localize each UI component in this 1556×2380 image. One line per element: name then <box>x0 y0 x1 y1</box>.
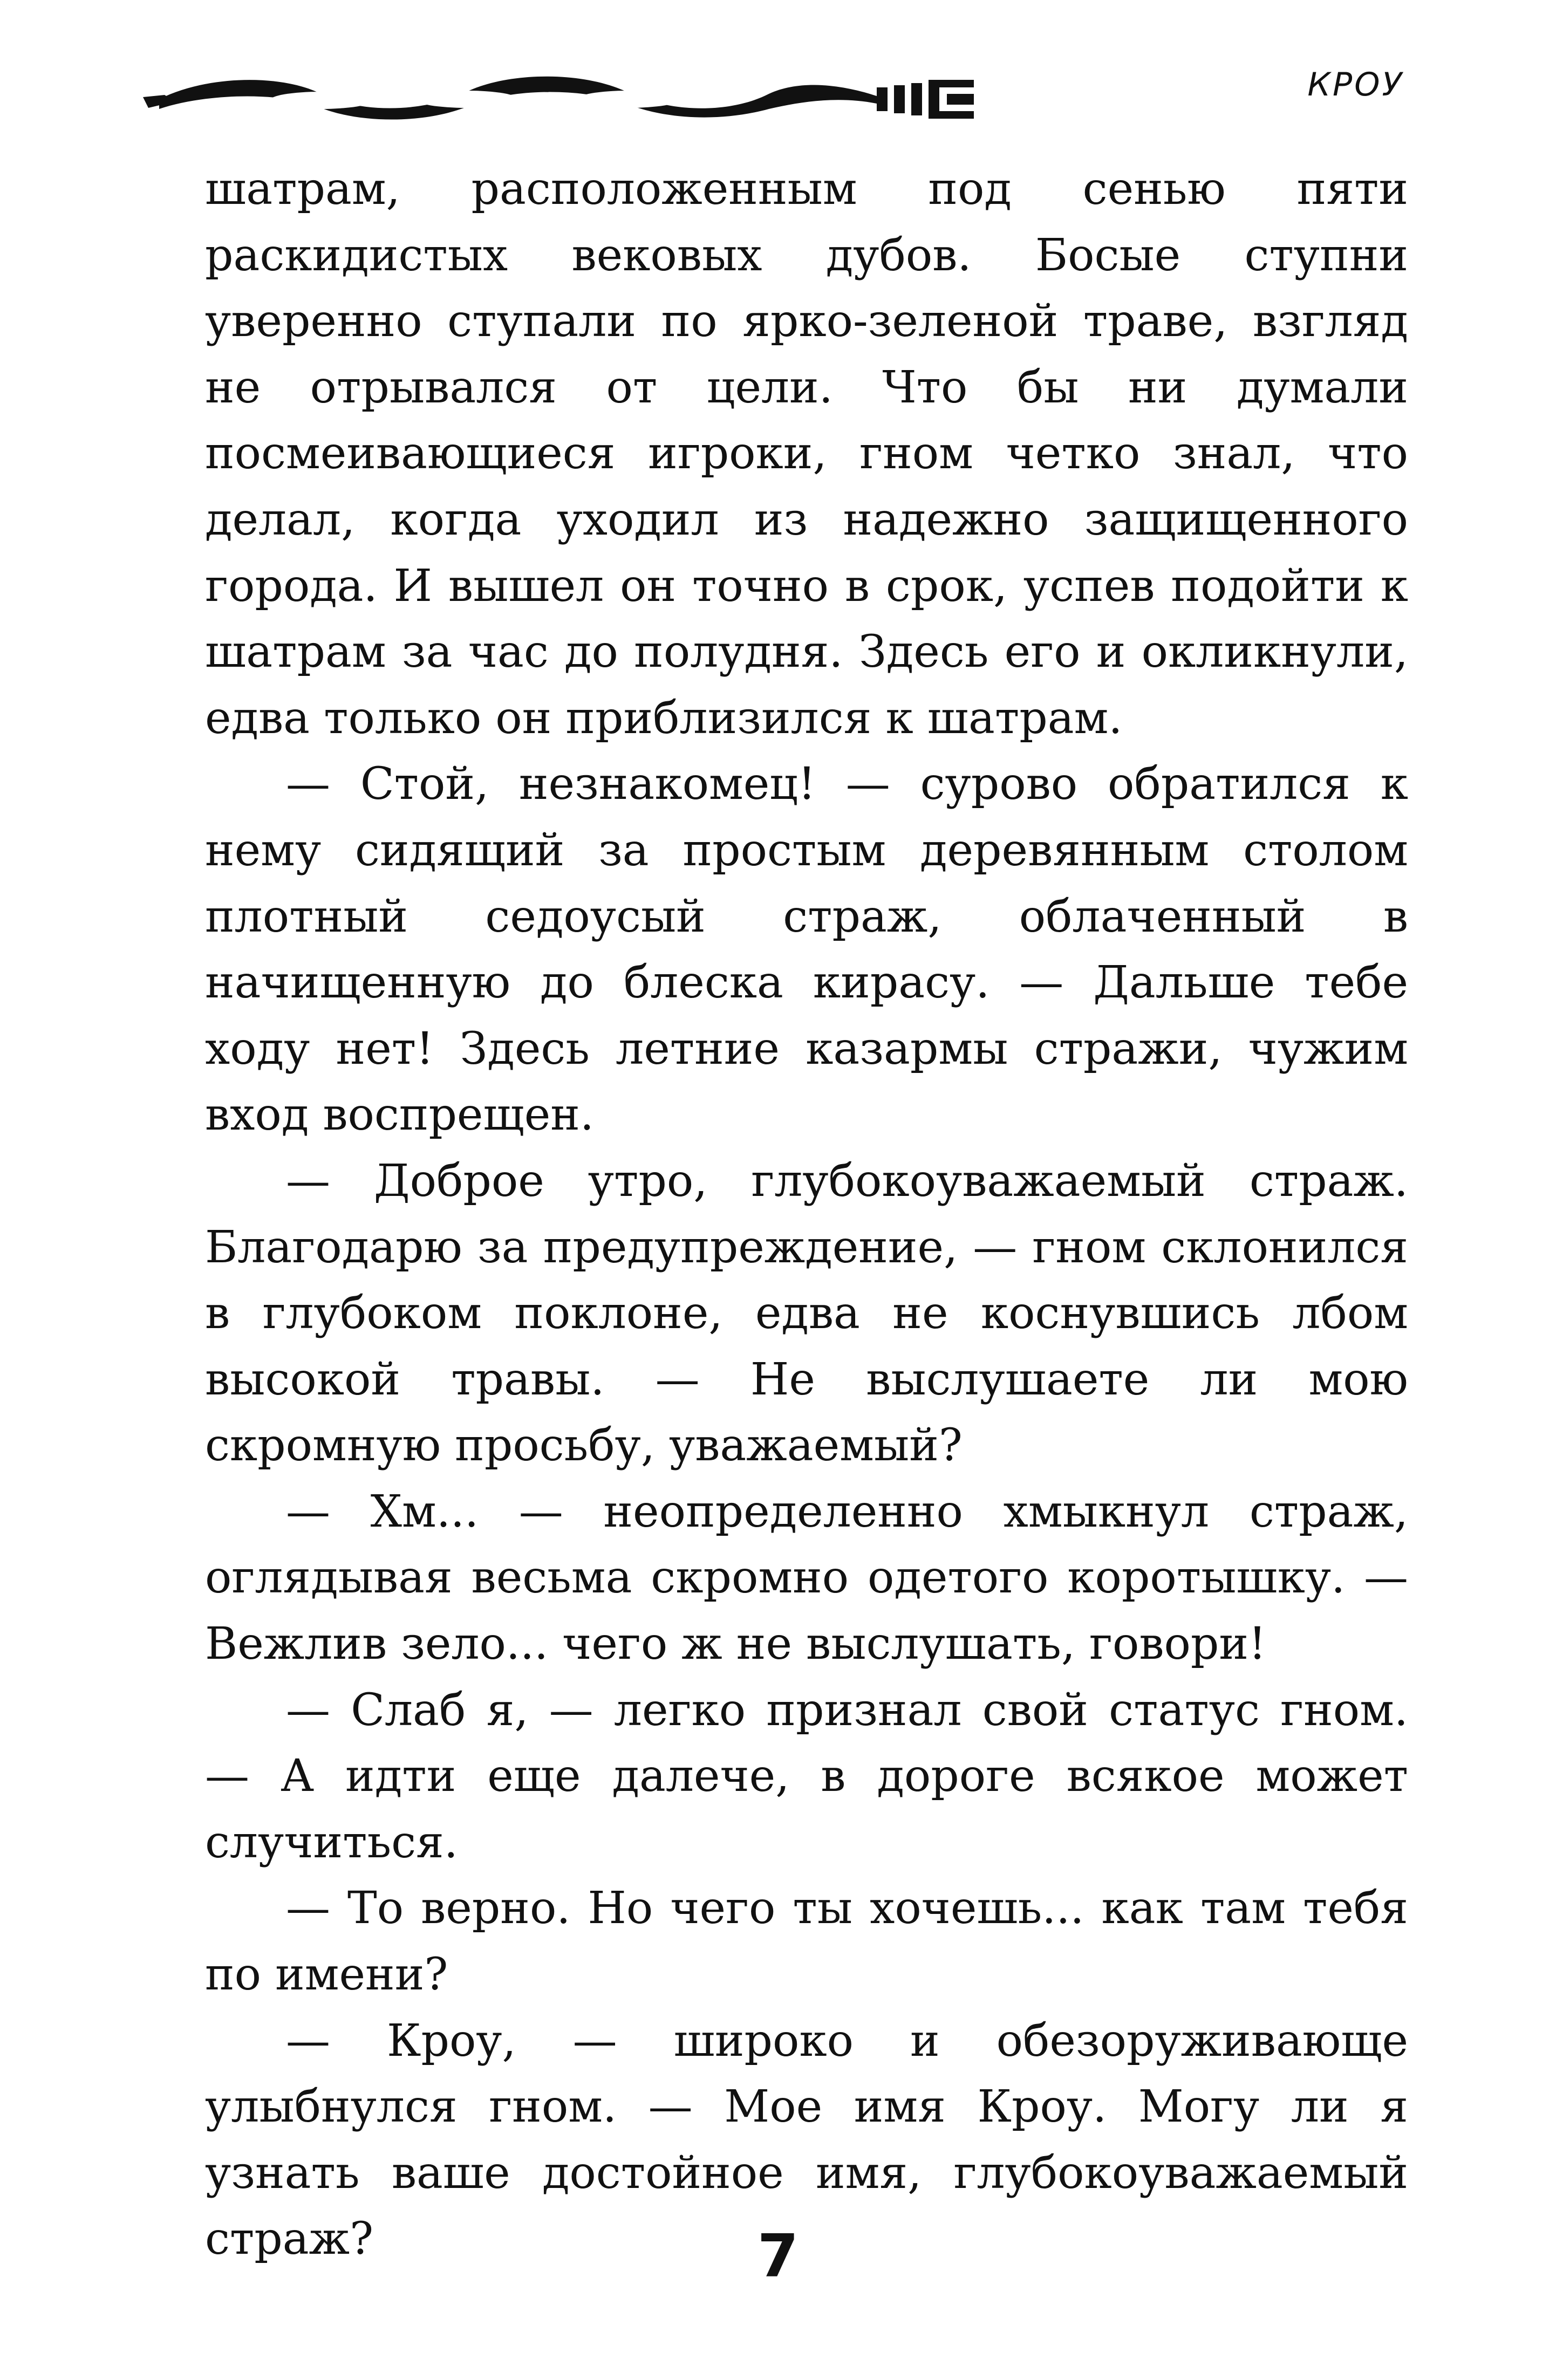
decorative-ornament-icon <box>143 64 974 123</box>
page-number: 7 <box>757 2221 799 2290</box>
paragraph: — Кроу, — широко и обезоруживающе улыбнулся гном. — Мое имя Кроу. Могу ли я узнать ваше достойное имя, глубокоуважаемый страж? <box>205 2015 1408 2265</box>
paragraph: — Хм... — неопределенно хмыкнул страж, оглядывая весьма скромно одетого коротышку. — Вежлив зело... чего ж не выслушать, говори! <box>205 1486 1408 1670</box>
paragraph: — Стой, незнакомец! — сурово обратился к нему сидящий за простым деревянным столом плотный седоусый страж, облаченный в начищенную до блеска кирасу. — Дальше тебе ходу нет! Здесь летние казармы стражи, чужим вход воспрещен. <box>205 758 1408 1141</box>
running-title: КРОУ <box>1307 66 1404 104</box>
paragraph: — Слаб я, — легко признал свой статус гном. — А идти еще далече, в дороге всякое может случиться. <box>205 1684 1408 1868</box>
paragraph: — Доброе утро, глубокоуважаемый страж. Благодарю за предупреждение, — гном склонился в глубоком поклоне, едва не коснувшись лбом высокой травы. — Не выслушаете ли мою скромную просьбу, уважаемый? <box>205 1155 1408 1472</box>
page-header <box>0 0 1556 162</box>
paragraph: шатрам, расположенным под сенью пяти раскидистых вековых дубов. Босые ступни уверенно ступали по ярко-зеленой траве, взгляд не отрывался от цели. Что бы ни думали посмеивающиеся игроки, гном четко знал, что делал, когда уходил из надежно защищенного города. И вышел он точно в срок, успев подойти к шатрам за час до полудня. Здесь его и окликнули, едва только он приблизился к шатрам. <box>205 163 1408 744</box>
body-text <box>205 156 1408 2273</box>
paragraph: — То верно. Но чего ты хочешь... как там тебя по имени? <box>205 1883 1408 2001</box>
